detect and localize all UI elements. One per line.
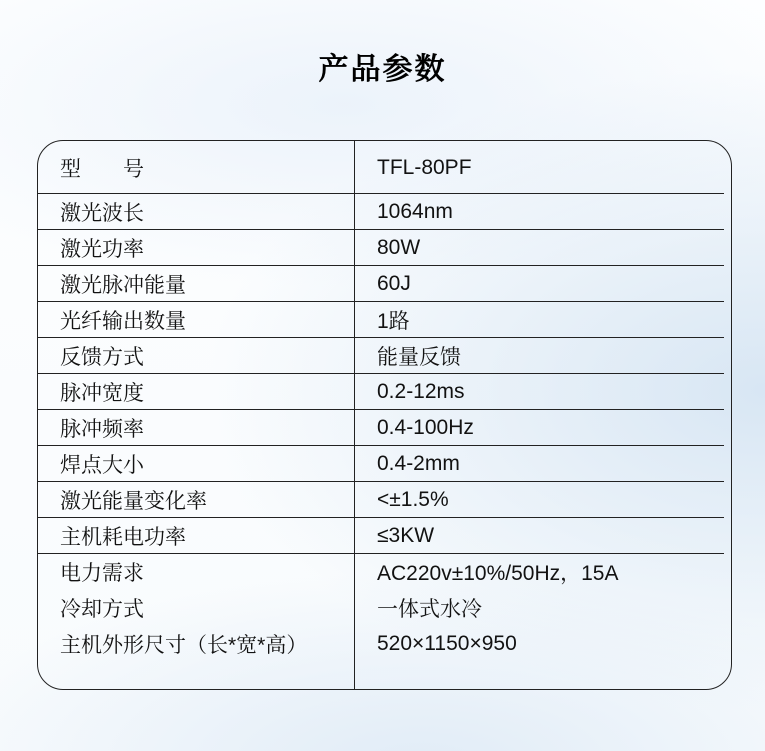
table-row [38,302,731,338]
spec-label: 焊点大小 [60,454,144,477]
spec-label: 主机耗电功率 [60,526,186,549]
table-row [38,338,731,374]
spec-label: 脉冲宽度 [60,382,144,405]
spec-value: AC220v±10%/50Hz，15A [377,562,619,585]
spec-label: 脉冲频率 [60,418,144,441]
spec-value: ≤3KW [377,524,435,547]
table-row [38,374,731,410]
spec-label: 电力需求 [60,562,144,585]
table-row [38,554,731,590]
spec-label: 光纤输出数量 [60,310,186,333]
table-row [38,518,731,554]
spec-label: 激光功率 [60,238,144,261]
spec-value: 1路 [377,310,410,333]
spec-value: 0.4-2mm [377,452,460,475]
spec-label: 主机外形尺寸（长*宽*高） [60,634,308,657]
spec-value: <±1.5% [377,488,449,511]
spec-value: TFL-80PF [377,155,472,179]
table-row [38,446,731,482]
spec-value: 能量反馈 [377,346,461,369]
spec-label: 反馈方式 [60,346,144,369]
spec-rows [38,141,731,662]
spec-value: 520×1150×950 [377,632,517,655]
table-row [38,482,731,518]
page-title: 产品参数 [318,53,447,86]
spec-value: 一体式水冷 [377,598,482,621]
table-row [38,410,731,446]
table-row [38,590,731,626]
spec-table [37,140,732,690]
table-row [38,194,731,230]
table-row [38,266,731,302]
table-row [38,626,731,662]
table-row [38,230,731,266]
table-row [38,141,731,194]
spec-value: 1064nm [377,200,453,223]
spec-label: 型 号 [60,157,144,181]
spec-value: 0.2-12ms [377,380,465,403]
spec-label: 冷却方式 [60,598,144,621]
spec-value: 60J [377,272,411,295]
spec-label: 激光脉冲能量 [60,274,186,297]
spec-label: 激光波长 [60,202,144,225]
spec-value: 80W [377,236,421,259]
spec-value: 0.4-100Hz [377,416,474,439]
spec-label: 激光能量变化率 [60,490,207,513]
